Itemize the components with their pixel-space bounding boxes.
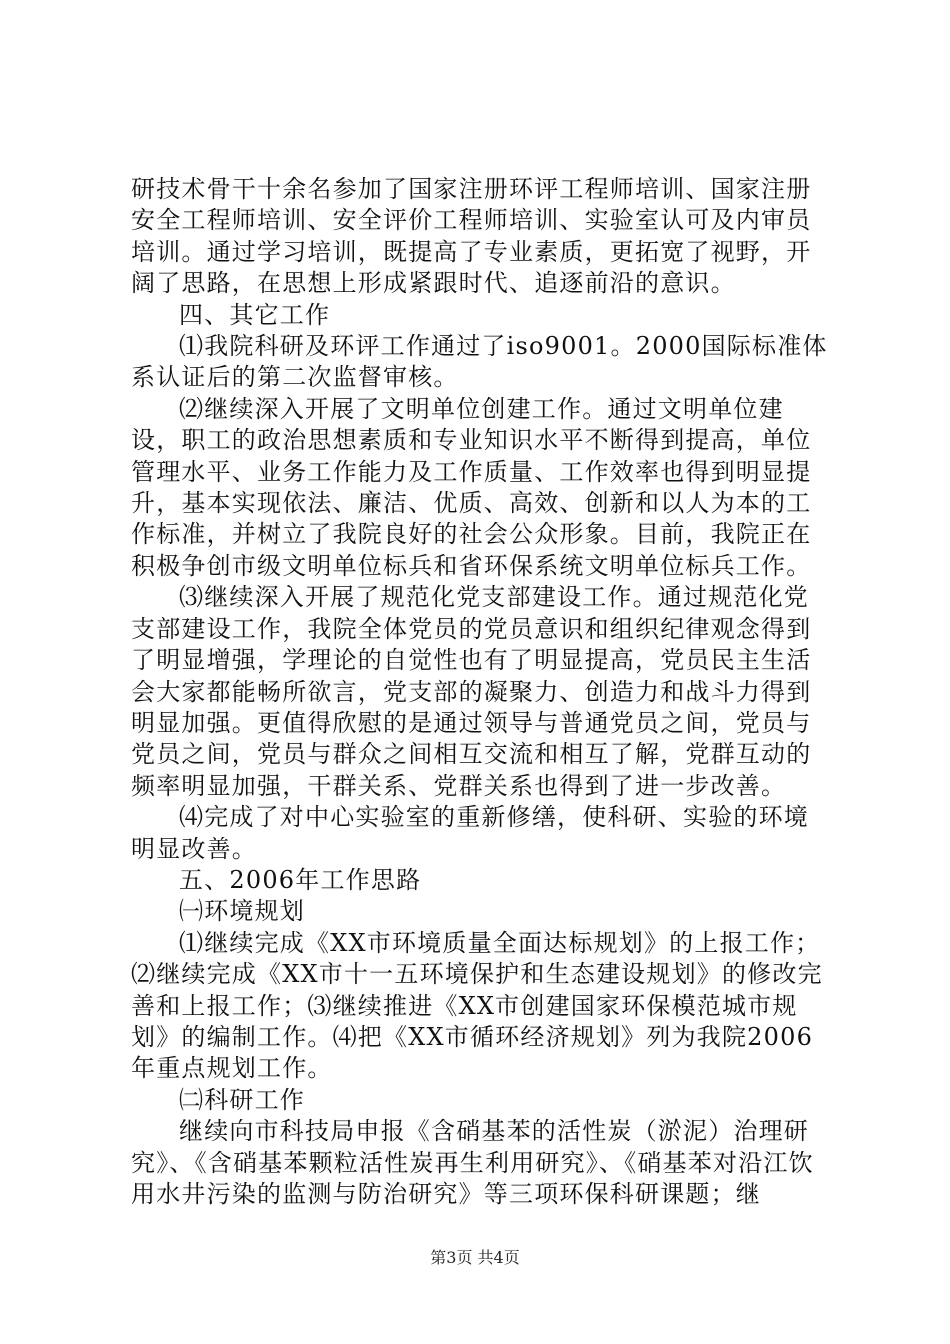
paragraph-party-branch: ⑶继续深入开展了规范化党支部建设工作。通过规范化党支部建设工作，我院全体党员的党员意识和组织纪律观念得到了明显增强，学理论的自觉性也有了明显提高，党员民主生活会大家都能畅所欲言，党支部的凝聚力、创造力和战斗力得到明显加强。更值得欣慰的是通过领导与普通党员之间，党员与党员之间，党员与群众之间相互交流和相互了解，党群互动的频率明显加强，干群关系、党群关系也得到了进一步改善。 <box>131 583 812 800</box>
paragraph-training: 研技术骨干十余名参加了国家注册环评工程师培训、国家注册安全工程师培训、安全评价工程师培训、实验室认可及内审员培训。通过学习培训，既提高了专业素质，更拓宽了视野，开阔了思路，在思想上形成紧跟时代、追逐前沿的意识。 <box>131 175 812 298</box>
paragraph-civilized-unit: ⑵继续深入开展了文明单位创建工作。通过文明单位建设，职工的政治思想素质和专业知识水平不断得到提高，单位管理水平、业务工作能力及工作质量、工作效率也得到明显提升，基本实现依法、廉洁、优质、高效、创新和以人为本的工作标准，并树立了我院良好的社会公众形象。目前，我院正在积极争创市级文明单位标兵和省环保系统文明单位标兵工作。 <box>131 394 812 580</box>
paragraph-planning-items: ⑴继续完成《XX市环境质量全面达标规划》的上报工作；⑵继续完成《XX市十一五环境保护和生态建设规划》的修改完善和上报工作；⑶继续推进《XX市创建国家环保模范城市规划》的编制工作。⑷把《XX市循环经济规划》列为我院2006年重点规划工作。 <box>131 928 823 1083</box>
subheading-research-work: ㈡科研工作 <box>179 1085 305 1114</box>
heading-other-work: 四、其它工作 <box>179 300 331 329</box>
document-body <box>131 174 833 1210</box>
page-number-footer: 第3页 共4页 <box>430 1248 520 1267</box>
subheading-environment-planning: ㈠环境规划 <box>179 897 305 926</box>
paragraph-research-items: 继续向市科技局申报《含硝基苯的活性炭（淤泥）治理研究》、《含硝基苯颗粒活性炭再生利用研究》、《硝基苯对沿江饮用水井污染的监测与防治研究》等三项环保科研课题；继 <box>131 1117 814 1208</box>
paragraph-lab-renovation: ⑷完成了对中心实验室的重新修缮，使科研、实验的环境明显改善。 <box>131 803 809 863</box>
paragraph-iso-certification: ⑴我院科研及环评工作通过了iso9001。2000国际标准体系认证后的第二次监督审核。 <box>131 332 828 392</box>
heading-2006-plan: 五、2006年工作思路 <box>179 865 422 894</box>
